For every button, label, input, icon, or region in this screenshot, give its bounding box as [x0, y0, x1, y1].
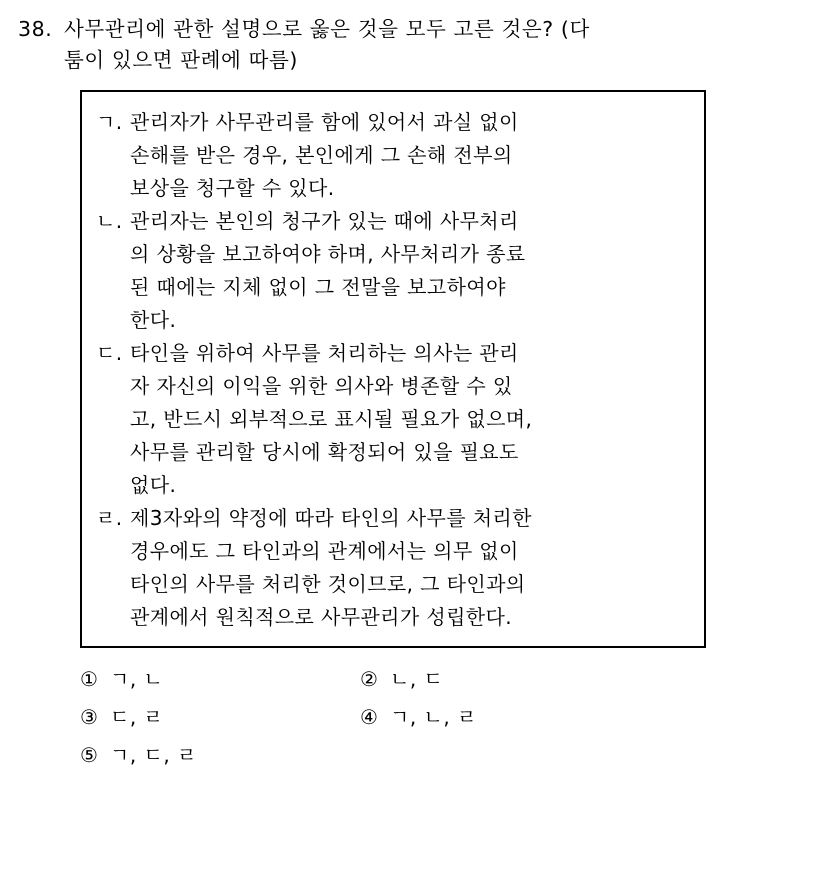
statement-line: 자 자신의 이익을 위한 의사와 병존할 수 있: [130, 374, 513, 398]
statement-line: 손해를 받은 경우, 본인에게 그 손해 전부의: [130, 143, 513, 167]
statement-item: [96, 106, 688, 205]
statement-marker: ㄹ.: [96, 506, 123, 530]
statement-marker: ㄴ.: [96, 209, 123, 233]
statement-body: [130, 502, 688, 634]
statement-box: [80, 90, 706, 648]
choice-label: ㄷ, ㄹ: [110, 705, 164, 729]
choice-number: ④: [360, 705, 379, 729]
choice-number: ⑤: [80, 743, 99, 767]
statement-line: 관계에서 원칙적으로 사무관리가 성립한다.: [130, 605, 512, 629]
statement-body: [130, 337, 688, 502]
choice-number: ③: [80, 705, 99, 729]
choice-number: ①: [80, 667, 99, 691]
statement-line: 제3자와의 약정에 따라 타인의 사무를 처리한: [130, 506, 532, 530]
statement-line: 의 상황을 보고하여야 하며, 사무처리가 종료: [130, 242, 526, 266]
choice-option-5[interactable]: [80, 738, 360, 772]
choice-option-1[interactable]: [80, 662, 360, 696]
choice-label: ㄱ, ㄴ, ㄹ: [390, 705, 477, 729]
question-stem: [18, 14, 808, 76]
statement-item: [96, 502, 688, 634]
choice-label: ㄴ, ㄷ: [390, 667, 444, 691]
question-number: 38.: [18, 17, 53, 41]
choice-number: ②: [360, 667, 379, 691]
statement-line: 타인을 위하여 사무를 처리하는 의사는 관리: [130, 341, 519, 365]
statement-line: 고, 반드시 외부적으로 표시될 필요가 없으며,: [130, 407, 533, 431]
choice-option-2[interactable]: [360, 662, 720, 696]
statement-item: [96, 205, 688, 337]
choice-option-4[interactable]: [360, 700, 720, 734]
statement-line: 한다.: [130, 308, 177, 332]
statement-line: 경우에도 그 타인과의 관계에서는 의무 없이: [130, 539, 519, 563]
choice-option-3[interactable]: [80, 700, 360, 734]
statement-line: 타인의 사무를 처리한 것이므로, 그 타인과의: [130, 572, 526, 596]
statement-line: 없다.: [130, 473, 177, 497]
question-text: [64, 14, 808, 76]
choice-label: ㄱ, ㄷ, ㄹ: [110, 743, 197, 767]
question-text-line: 사무관리에 관한 설명으로 옳은 것을 모두 고른 것은? (다: [64, 17, 590, 41]
statement-line: 보상을 청구할 수 있다.: [130, 176, 335, 200]
statement-item: [96, 337, 688, 502]
statement-line: 된 때에는 지체 없이 그 전말을 보고하여야: [130, 275, 506, 299]
answer-choices: [80, 662, 720, 772]
choice-label: ㄱ, ㄴ: [110, 667, 164, 691]
statement-line: 관리자가 사무관리를 함에 있어서 과실 없이: [130, 110, 519, 134]
statement-marker: ㄷ.: [96, 341, 123, 365]
statement-body: [130, 205, 688, 337]
question-text-line: 툼이 있으면 판례에 따름): [64, 48, 298, 72]
statement-line: 사무를 관리할 당시에 확정되어 있을 필요도: [130, 440, 519, 464]
statement-body: [130, 106, 688, 205]
statement-marker: ㄱ.: [96, 110, 123, 134]
statement-line: 관리자는 본인의 청구가 있는 때에 사무처리: [130, 209, 519, 233]
